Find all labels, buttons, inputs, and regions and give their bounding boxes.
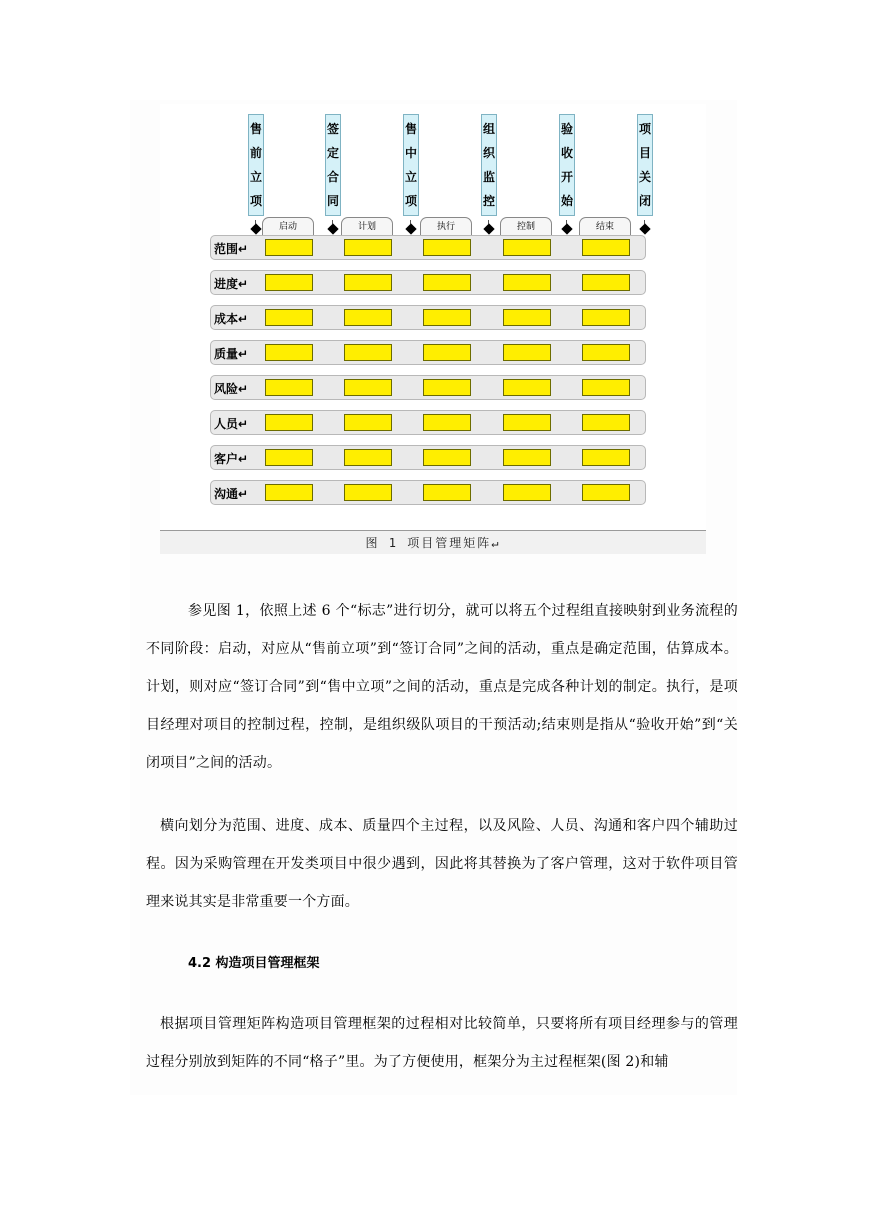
phase-tab-4: 控制: [500, 217, 552, 235]
matrix-cell: [423, 449, 471, 466]
matrix-row: [210, 305, 646, 330]
matrix-cell: [265, 309, 313, 326]
caption-strip: [160, 531, 706, 554]
matrix-cell: [265, 344, 313, 361]
matrix-cell: [582, 239, 630, 256]
matrix-cell: [265, 484, 313, 501]
phase-tab-1: 启动: [262, 217, 314, 235]
matrix-cell: [423, 274, 471, 291]
row-label: 进度↵: [214, 277, 249, 291]
matrix-cell: [582, 449, 630, 466]
matrix-cell: [344, 274, 392, 291]
matrix-row: [210, 235, 646, 260]
milestone-5: [559, 114, 575, 216]
row-label: 成本↵: [214, 312, 249, 326]
matrix-cell: [503, 309, 551, 326]
matrix-cell: [344, 484, 392, 501]
matrix-cell: [503, 414, 551, 431]
matrix-cell: [265, 449, 313, 466]
milestone-6: [637, 114, 653, 216]
row-label: 质量↵: [214, 347, 249, 361]
matrix-cell: [265, 414, 313, 431]
paragraph-3: 根据项目管理矩阵构造项目管理框架的过程相对比较简单，只要将所有项目经理参与的管理过程分别放到矩阵的不同“格子”里。为了方便使用，框架分为主过程框架(图 2)和辅: [146, 1016, 738, 1070]
row-label: 风险↵: [214, 382, 249, 396]
phase-tab-2: 计划: [341, 217, 393, 235]
matrix-diagram: [160, 104, 706, 531]
matrix-cell: [265, 239, 313, 256]
milestone-label: 签定合同: [325, 114, 341, 216]
milestone-diamond: [639, 223, 650, 234]
milestone-2: [325, 114, 341, 216]
matrix-cell: [582, 379, 630, 396]
matrix-cell: [344, 449, 392, 466]
matrix-cell: [423, 379, 471, 396]
matrix-cell: [344, 344, 392, 361]
matrix-cell: [503, 484, 551, 501]
milestone-3: [403, 114, 419, 216]
project-management-matrix-figure: [160, 104, 706, 554]
matrix-row: [210, 445, 646, 470]
phase-tab-5: 结束: [579, 217, 631, 235]
matrix-cell: [582, 484, 630, 501]
matrix-cell: [344, 309, 392, 326]
matrix-row: [210, 480, 646, 505]
figure-caption: 图 1 项目管理矩阵↵: [365, 536, 501, 550]
milestone-label: 售中立项: [403, 114, 419, 216]
milestone-1: [248, 114, 264, 216]
row-label: 范围↵: [214, 242, 249, 256]
paragraph-1: 参见图 1，依照上述 6 个“标志”进行切分，就可以将五个过程组直接映射到业务流程的不同阶段：启动，对应从“售前立项”到“签订合同”之间的活动，重点是确定范围，估算成本。计划，则对应“签订合同”到“售中立项”之间的活动，重点是完成各种计划的制定。执行，是项目经理对项目的控制过程，控制，是组织级队项目的干预活动;结束则是指从“验收开始”到“关闭项目”之间的活动。: [146, 603, 738, 771]
matrix-cell: [423, 344, 471, 361]
matrix-row: [210, 270, 646, 295]
matrix-cell: [503, 344, 551, 361]
matrix-cell: [582, 309, 630, 326]
phase-tab-3: 执行: [420, 217, 472, 235]
matrix-cell: [582, 414, 630, 431]
milestone-label: 售前立项: [248, 114, 264, 216]
matrix-cell: [344, 239, 392, 256]
matrix-cell: [503, 379, 551, 396]
matrix-cell: [423, 414, 471, 431]
matrix-cell: [344, 379, 392, 396]
matrix-row: [210, 410, 646, 435]
row-label: 客户↵: [214, 452, 249, 466]
matrix-cell: [503, 449, 551, 466]
milestone-diamond: [250, 223, 261, 234]
matrix-row: [210, 340, 646, 365]
milestone-diamond: [405, 223, 416, 234]
section-heading: 4.2 构造项目管理框架: [188, 956, 320, 971]
row-label: 沟通↵: [214, 487, 249, 501]
milestone-label: 项目关闭: [637, 114, 653, 216]
matrix-cell: [265, 274, 313, 291]
milestone-diamond: [327, 223, 338, 234]
matrix-cell: [423, 309, 471, 326]
matrix-row: [210, 375, 646, 400]
milestone-label: 验收开始: [559, 114, 575, 216]
milestone-diamond: [483, 223, 494, 234]
matrix-cell: [503, 274, 551, 291]
matrix-cell: [582, 344, 630, 361]
milestone-diamond: [561, 223, 572, 234]
matrix-cell: [423, 239, 471, 256]
milestone-label: 组织监控: [481, 114, 497, 216]
matrix-cell: [582, 274, 630, 291]
milestone-4: [481, 114, 497, 216]
row-label: 人员↵: [214, 417, 249, 431]
matrix-cell: [344, 414, 392, 431]
matrix-cell: [265, 379, 313, 396]
matrix-cell: [503, 239, 551, 256]
paragraph-2: 横向划分为范围、进度、成本、质量四个主过程，以及风险、人员、沟通和客户四个辅助过程。因为采购管理在开发类项目中很少遇到，因此将其替换为了客户管理，这对于软件项目管理来说其实是非常重要一个方面。: [146, 818, 738, 910]
matrix-cell: [423, 484, 471, 501]
